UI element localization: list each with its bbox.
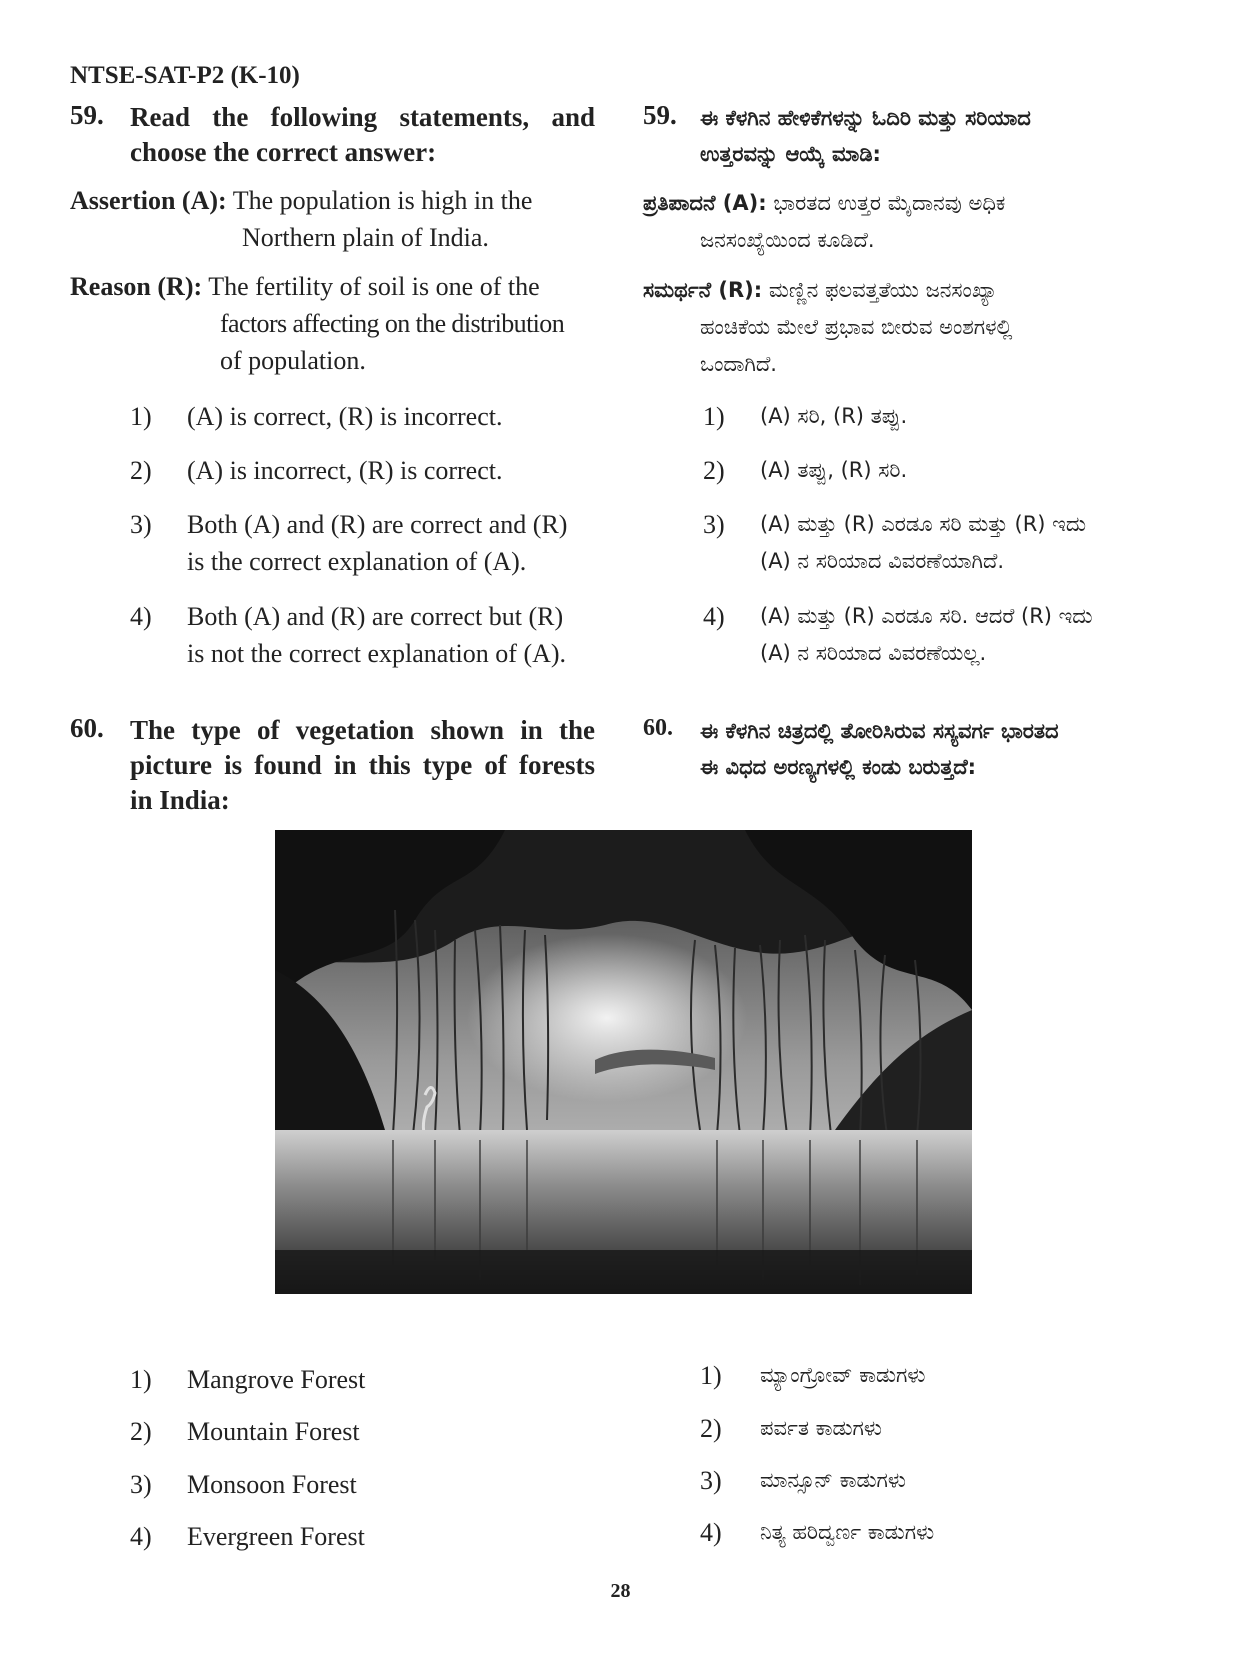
assertion-text-line2: Northern plain of India. [242,223,489,252]
q60-option-3-number: 3) [130,1470,152,1499]
reason-label: Reason (R): [70,272,203,301]
question-60-stem-line2: picture is found in this type of forests [130,750,595,780]
q60-kannada-option-2-number: 2) [700,1414,722,1443]
q60-option-1-text: Mangrove Forest [187,1365,366,1394]
reason-text-line3: of population. [220,346,366,375]
question-60-stem-kannada-line2: ಈ ವಿಧದ ಅರಣ್ಯಗಳಲ್ಲಿ ಕಂಡು ಬರುತ್ತದೆ: [700,755,977,779]
page-number: 28 [610,1580,631,1602]
question-60-number-kannada: 60. [643,715,673,741]
q60-kannada-option-1-number: 1) [700,1361,722,1390]
assertion-kannada-line1: ಭಾರತದ ಉತ್ತರ ಮೈದಾನವು ಅಧಿಕ [773,191,1006,215]
q59-option-1-number: 1) [130,402,152,431]
q59-kannada-option-3-number: 3) [703,510,725,539]
q59-kannada-option-2-text: (A) ತಪ್ಪು, (R) ಸರಿ. [760,458,908,482]
assertion-kannada-line2: ಜನಸಂಖ್ಯೆಯಿಂದ ಕೂಡಿದೆ. [700,228,875,252]
mangrove-forest-photo [275,830,972,1294]
reason-kannada-line3: ಒಂದಾಗಿದೆ. [700,352,777,376]
q59-option-4-text-line1: Both (A) and (R) are correct but (R) [187,602,564,631]
q60-option-2-text: Mountain Forest [187,1417,360,1446]
assertion-statement [70,182,532,219]
q59-kannada-option-1-text: (A) ಸರಿ, (R) ತಪ್ಪು. [760,404,908,428]
assertion-text-line1: The population is high in the [232,186,533,215]
question-59-stem-kannada-line1: ಈ ಕೆಳಗಿನ ಹೇಳಿಕೆಗಳನ್ನು ಓದಿರಿ ಮತ್ತು ಸರಿಯಾದ [700,106,1031,130]
reason-statement [70,268,540,305]
question-59-stem-kannada-line2: ಉತ್ತರವನ್ನು ಆಯ್ಕೆ ಮಾಡಿ: [700,142,881,166]
q60-kannada-option-4-number: 4) [700,1518,722,1547]
q59-kannada-option-1-number: 1) [703,402,725,431]
question-59-stem-line2: choose the correct answer: [130,137,437,167]
exam-code-header: NTSE-SAT-P2 (K-10) [70,62,300,89]
q59-kannada-option-4-number: 4) [703,602,725,631]
reason-text-line2: factors affecting on the distribution [220,309,565,338]
q59-option-3-text-line1: Both (A) and (R) are correct and (R) [187,510,568,539]
q59-option-1-text: (A) is correct, (R) is incorrect. [187,402,503,431]
assertion-label-kannada: ಪ್ರತಿಪಾದನೆ (A): [643,191,767,215]
question-60-stem-line1: The type of vegetation shown in the [130,715,595,745]
q60-kannada-option-3-number: 3) [700,1466,722,1495]
q60-option-3-text: Monsoon Forest [187,1470,357,1499]
reason-kannada-line1: ಮಣ್ಣಿನ ಫಲವತ್ತತೆಯು ಜನಸಂಖ್ಯಾ [768,278,998,302]
q59-kannada-option-4-text-line1: (A) ಮತ್ತು (R) ಎರಡೂ ಸರಿ. ಆದರೆ (R) ಇದು [760,604,1093,628]
assertion-statement-kannada [643,185,1005,222]
q60-kannada-option-3-text: ಮಾನ್ಸೂನ್ ಕಾಡುಗಳು [760,1468,906,1492]
q59-option-3-text-line2: is the correct explanation of (A). [187,547,527,576]
q59-option-4-number: 4) [130,602,152,631]
question-59-number-kannada: 59. [643,100,677,130]
reason-text-line1: The fertility of soil is one of the [208,272,540,301]
question-59-stem-line1: Read the following statements, and [130,102,595,132]
q60-option-2-number: 2) [130,1417,152,1446]
q59-option-3-number: 3) [130,510,152,539]
q60-kannada-option-1-text: ಮ್ಯಾಂಗ್ರೋವ್ ಕಾಡುಗಳು [760,1363,926,1387]
q59-kannada-option-3-text-line1: (A) ಮತ್ತು (R) ಎರಡೂ ಸರಿ ಮತ್ತು (R) ಇದು [760,512,1087,536]
reason-statement-kannada [643,272,997,309]
question-59-number: 59. [70,100,104,130]
assertion-label: Assertion (A): [70,186,227,215]
q59-kannada-option-4-text-line2: (A) ನ ಸರಿಯಾದ ವಿವರಣೆಯಲ್ಲ. [760,641,987,665]
q60-option-4-number: 4) [130,1522,152,1551]
question-60-number: 60. [70,713,104,743]
q59-option-4-text-line2: is not the correct explanation of (A). [187,639,567,668]
q60-option-1-number: 1) [130,1365,152,1394]
q59-kannada-option-3-text-line2: (A) ನ ಸರಿಯಾದ ವಿವರಣೆಯಾಗಿದೆ. [760,549,1005,573]
q59-kannada-option-2-number: 2) [703,456,725,485]
q59-option-2-number: 2) [130,456,152,485]
question-60-stem-line3: in India: [130,785,230,815]
question-60-stem-kannada-line1: ಈ ಕೆಳಗಿನ ಚಿತ್ರದಲ್ಲಿ ತೋರಿಸಿರುವ ಸಸ್ಯವರ್ಗ ಭಾರತದ [700,719,1059,743]
q60-option-4-text: Evergreen Forest [187,1522,365,1551]
reason-kannada-line2: ಹಂಚಿಕೆಯ ಮೇಲೆ ಪ್ರಭಾವ ಬೀರುವ ಅಂಶಗಳಲ್ಲಿ [700,315,1013,339]
q59-option-2-text: (A) is incorrect, (R) is correct. [187,456,503,485]
q60-kannada-option-4-text: ನಿತ್ಯ ಹರಿದ್ವರ್ಣ ಕಾಡುಗಳು [760,1520,935,1544]
reason-label-kannada: ಸಮರ್ಥನೆ (R): [643,278,763,302]
q60-kannada-option-2-text: ಪರ್ವತ ಕಾಡುಗಳು [760,1416,882,1440]
